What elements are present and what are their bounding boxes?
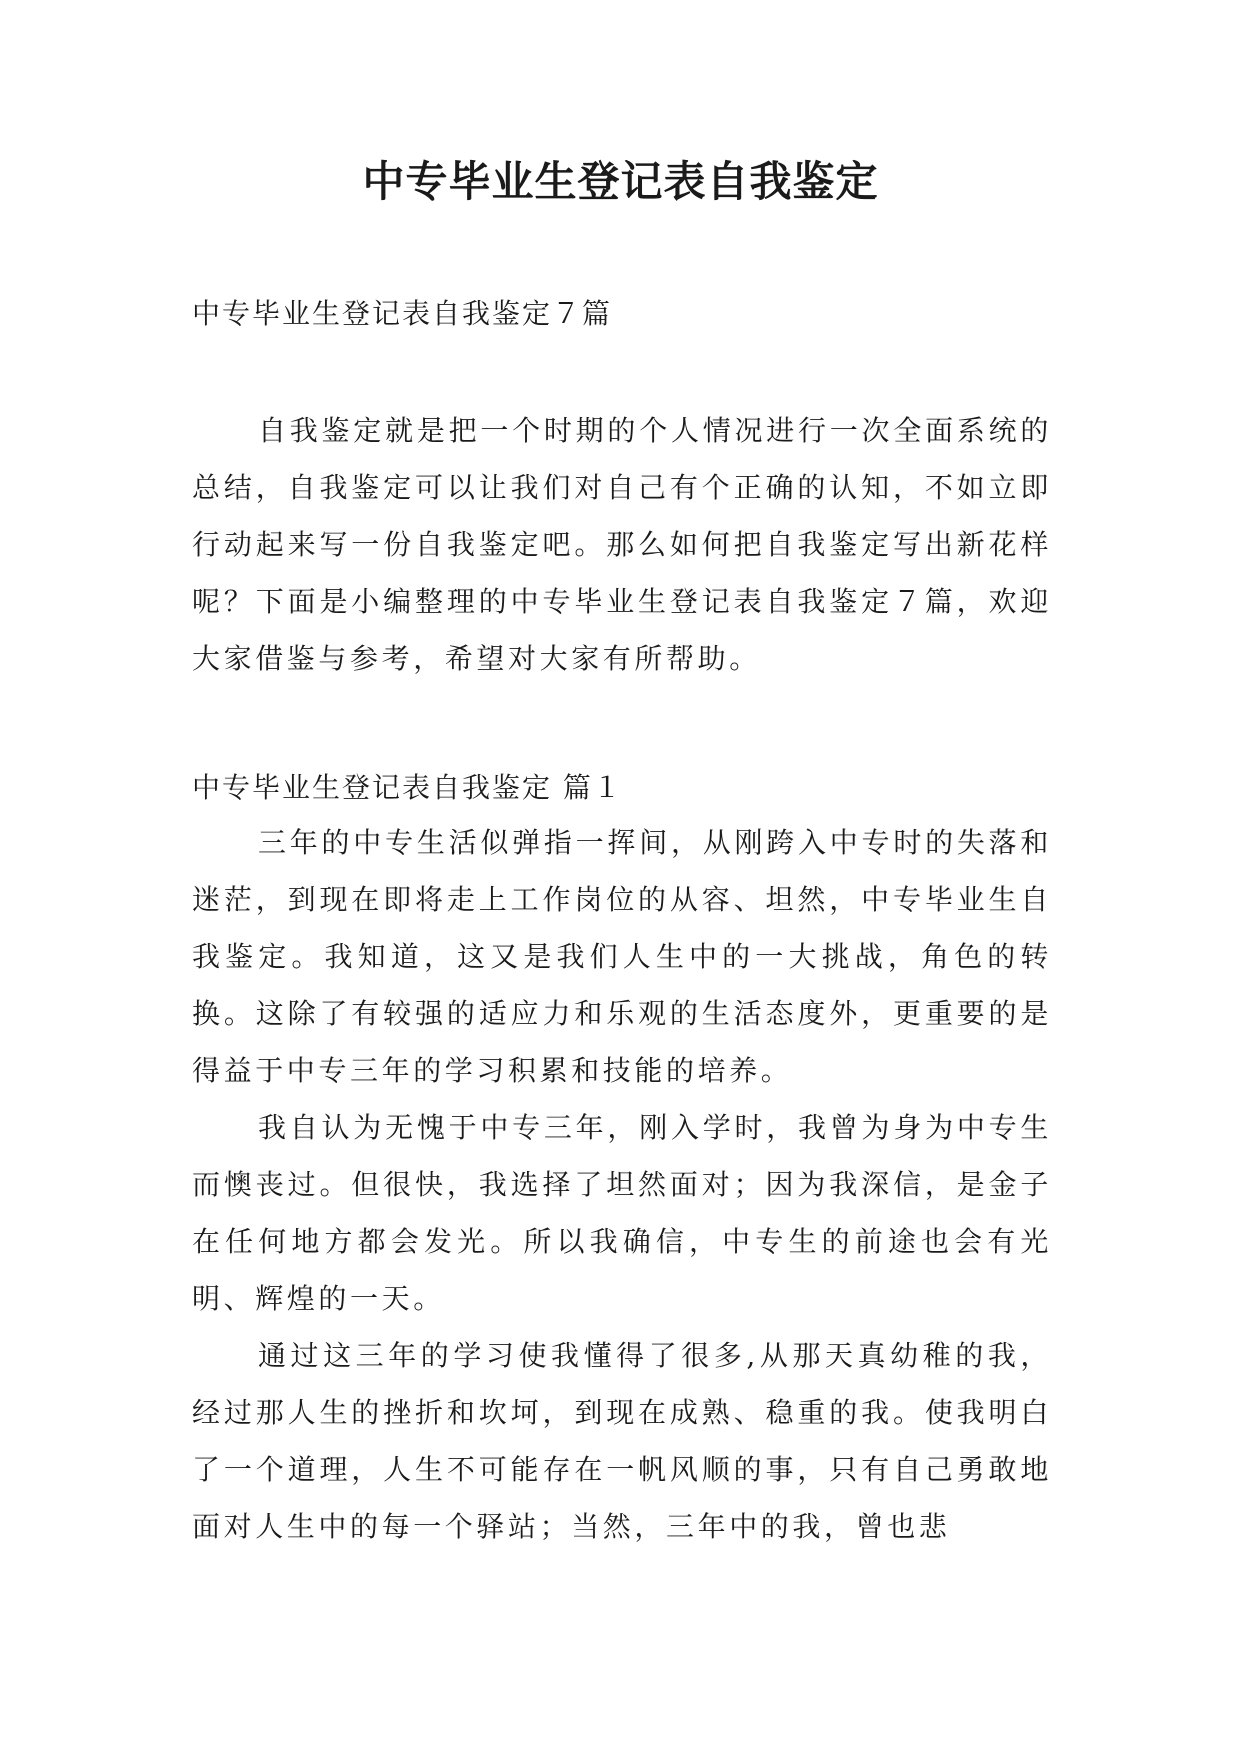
- section-1: [192, 762, 1052, 1555]
- document-title: 中专毕业生登记表自我鉴定: [362, 157, 879, 206]
- body-paragraph: 通过这三年的学习使我懂得了很多,从那天真幼稚的我，经过那人生的挫折和坎坷，到现在成熟、稳重的我。使我明白了一个道理，人生不可能存在一帆风顺的事，只有自己勇敢地面对人生中的每一个驿站；当然，三年中的我，曾也悲: [192, 1339, 1052, 1543]
- document-subtitle: 中专毕业生登记表自我鉴定７篇: [192, 297, 613, 330]
- section-heading: 中专毕业生登记表自我鉴定 篇１: [192, 771, 623, 804]
- intro-block: [192, 402, 1052, 687]
- body-paragraph: 三年的中专生活似弹指一挥间，从刚跨入中专时的失落和迷茫，到现在即将走上工作岗位的从容、坦然，中专毕业生自我鉴定。我知道，这又是我们人生中的一大挑战，角色的转换。这除了有较强的适应力和乐观的生活态度外，更重要的是得益于中专三年的学习积累和技能的培养。: [192, 826, 1052, 1087]
- intro-paragraph: 自我鉴定就是把一个时期的个人情况进行一次全面系统的总结，自我鉴定可以让我们对自己有个正确的认知，不如立即行动起来写一份自我鉴定吧。那么如何把自我鉴定写出新花样呢？下面是小编整理的中专毕业生登记表自我鉴定７篇，欢迎大家借鉴与参考，希望对大家有所帮助。: [192, 414, 1052, 675]
- body-paragraph: 我自认为无愧于中专三年，刚入学时，我曾为身为中专生而懊丧过。但很快，我选择了坦然面对；因为我深信，是金子在任何地方都会发光。所以我确信，中专生的前途也会有光明、辉煌的一天。: [192, 1111, 1052, 1315]
